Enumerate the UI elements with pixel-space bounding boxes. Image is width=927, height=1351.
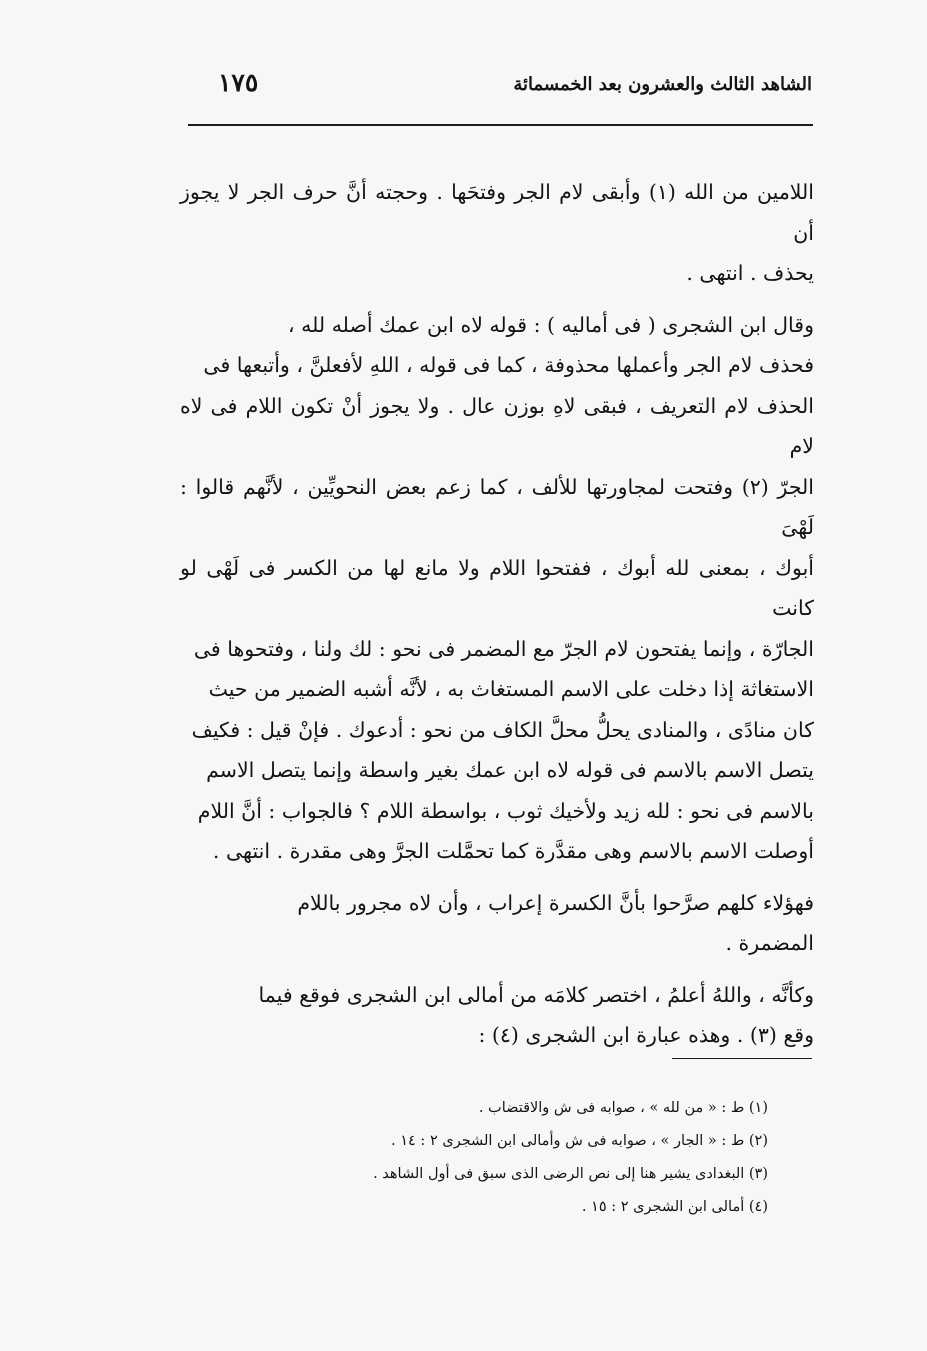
paragraph-2: وقال ابن الشجرى ( فى أماليه ) : قوله لاه ابن عمك أصله لله ، فحذف لام الجر وأعملها محذوفة ، كما فى قوله ، اللهِ لأفعلنَّ ، وأتبعها فى الحذف لام التعريف ، فبقى لاهِ بوزن عال . ولا يجوز أنْ تكون اللام فى لاه لام الجرّ (٢) وفتحت لمجاورتها للألف ، كما زعم بعض النحويِّين ، لأنَّهم قالوا : لَهْىَ أبوك ، بمعنى لله أبوك ، ففتحوا اللام ولا مانع لها من الكسر فى لَهْى لو كانت الجارّة ، وإنما يفتحون لام الجرّ مع المضمر فى نحو : لك ولنا ، وفتحوها فى الاستغاثة إذا دخلت على الاسم المستغاث به ، لأنَّه أشبه الضمير من حيث كان منادًى ، والمنادى يحلُّ محلَّ الكاف من نحو : أدعوك . فإنْ قيل : فكيف يتصل الاسم بالاسم فى قوله لاه ابن عمك بغير واسطة وإنما يتصل الاسم بالاسم فى نحو : لله زيد ولأخيك ثوب ، بواسطة اللام ؟ فالجواب : أنَّ اللام أوصلت الاسم بالاسم وهى مقدَّرة كما تحمَّلت الجرَّ وهى مقدرة . انتهى . [180,312,814,863]
footnote-rule [672,1058,812,1059]
paragraph-3: فهؤلاء كلهم صرَّحوا بأنَّ الكسرة إعراب ، وأن لاه مجرور باللام المضمرة . [297,890,814,955]
running-head: الشاهد الثالث والعشرون بعد الخمسمائة [513,74,812,95]
footnote-2: (٢) ط : « الجار » ، صوابه فى ش وأمالى ابن الشجرى ٢ : ١٤ . [391,1133,768,1149]
paragraph-1: اللامين من الله (١) وأبقى لام الجر وفتحَها . وحجته أنَّ حرف الجر لا يجوز أن يحذف . انتهى . [180,180,814,285]
main-text [180,172,814,1067]
footnote-1: (١) ط : « من لله » ، صوابه فى ش والاقتضاب . [478,1100,768,1116]
page-header [186,68,812,108]
paragraph-4: وكأنَّه ، واللهُ أعلمُ ، اختصر كلامَه من أمالى ابن الشجرى فوقع فيما وقع (٣) . وهذه عبارة ابن الشجرى (٤) : [258,982,814,1047]
header-rule [188,124,813,126]
footnotes [250,1092,768,1224]
page-number: ١٧٥ [218,68,259,97]
footnote-4: (٤) أمالى ابن الشجرى ٢ : ١٥ . [581,1199,768,1215]
footnote-3: (٣) البغدادى يشير هنا إلى نص الرضى الذى سبق فى أول الشاهد . [373,1166,768,1182]
